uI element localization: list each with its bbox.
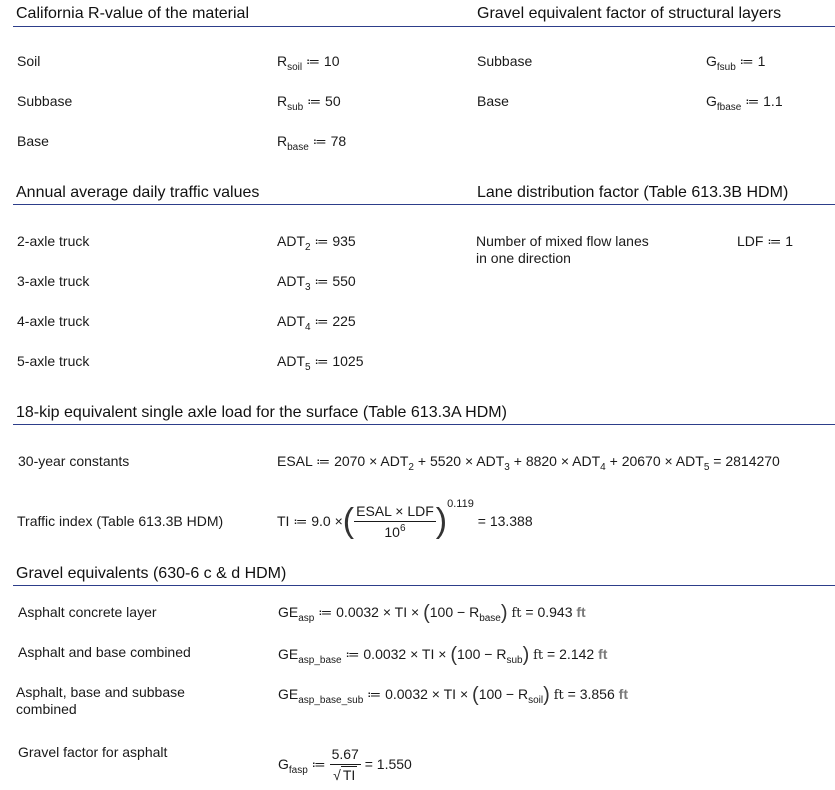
r-value-label-subbase: Subbase — [17, 93, 73, 109]
gravel-factor-label-subbase: Subbase — [477, 53, 533, 69]
section-title-r-value: California R-value of the material — [16, 5, 249, 22]
r-value-soil: $R_{soil}$ ≔ 10 — [277, 53, 340, 73]
adt-3-axle: $ADT_3$ ≔ 550 — [277, 273, 356, 293]
ge-label-asp-base-sub: Asphalt, base and subbase combined — [16, 684, 185, 717]
ge-label-asp: Asphalt concrete layer — [18, 604, 157, 620]
adt-5-axle: $ADT_5$ ≔ 1025 — [277, 353, 364, 373]
adt-label-3-axle: 3-axle truck — [17, 273, 90, 289]
gfasp-label: Gravel factor for asphalt — [18, 744, 168, 760]
gfasp-fraction: $\frac{5.67}{√ TI}$ — [331, 745, 359, 783]
r-value-label-soil: Soil — [17, 53, 41, 69]
ldf-value: LDF ≔ 1 — [737, 233, 794, 249]
gravel-factor-label-base: Base — [477, 93, 509, 109]
section-title-adt: Annual average daily traffic values — [16, 184, 260, 201]
divider — [13, 26, 835, 27]
section-title-esal: 18-kip equivalent single axle load for the surface (Table 613.3A HDM) — [16, 404, 507, 421]
ti-fraction: $\frac{\text{ESAL × LDF}}{10^6}$ — [356, 502, 434, 540]
adt-4-axle: $ADT_4$ ≔ 225 — [277, 313, 356, 333]
sqrt-sign: √ TI — [333, 766, 356, 783]
adt-2-axle: $ADT_2$ ≔ 935 — [277, 233, 356, 253]
adt-label-2-axle: 2-axle truck — [17, 233, 90, 249]
divider — [13, 424, 835, 425]
section-title-ldf: Lane distribution factor (Table 613.3B HDM) — [477, 184, 789, 201]
esal-label: 30-year constants — [18, 453, 130, 469]
ge-asp-base-sub-equation: $GE_{asp\_base\_sub}$ ≔ 0.0032 × TI × $(100 - R_{soil})$ ft = 3.856 ft — [278, 684, 628, 706]
gravel-factor-subbase: $G_{fsub}$ ≔ 1 — [706, 53, 766, 73]
ge-asp-equation: $GE_{asp}$ ≔ 0.0032 × TI × $(100 - R_{base})$ ft = 0.943 ft — [278, 602, 586, 624]
r-value-label-base: Base — [17, 133, 49, 149]
esal-equation: ESAL ≔ $2070 \times ADT_2 + 5520 \times ADT_3 + 8820 \times ADT_4 + 20670 \times ADT_5 = 2814270$ — [277, 453, 780, 473]
section-title-ge: Gravel equivalents (630-6 c & d HDM) — [16, 565, 287, 582]
ge-label-asp-base: Asphalt and base combined — [18, 644, 191, 660]
ge-asp-base-equation: $GE_{asp\_base}$ ≔ 0.0032 × TI × $(100 - R_{sub})$ ft = 2.142 ft — [278, 644, 608, 666]
ti-label: Traffic index (Table 613.3B HDM) — [17, 513, 224, 529]
adt-label-5-axle: 5-axle truck — [17, 353, 90, 369]
gravel-factor-base: $G_{fbase}$ ≔ 1.1 — [706, 93, 783, 113]
divider — [13, 204, 835, 205]
r-value-base: $R_{base}$ ≔ 78 — [277, 133, 347, 153]
ldf-label: Number of mixed flow lanes in one direction — [476, 233, 649, 266]
r-value-subbase: $R_{sub}$ ≔ 50 — [277, 93, 341, 113]
divider — [13, 585, 835, 586]
adt-label-4-axle: 4-axle truck — [17, 313, 90, 329]
gfasp-equation: $G_{fasp}$ ≔ $\frac{5.67}{√ TI}$ = 1.550 — [278, 745, 412, 783]
section-title-gravel-factor: Gravel equivalent factor of structural layers — [477, 5, 782, 22]
ti-equation: TI ≔ 9.0 × ( $\frac{\text{ESAL × LDF}}{10^6}$ ) 0.119 = 13.388 — [277, 498, 533, 540]
